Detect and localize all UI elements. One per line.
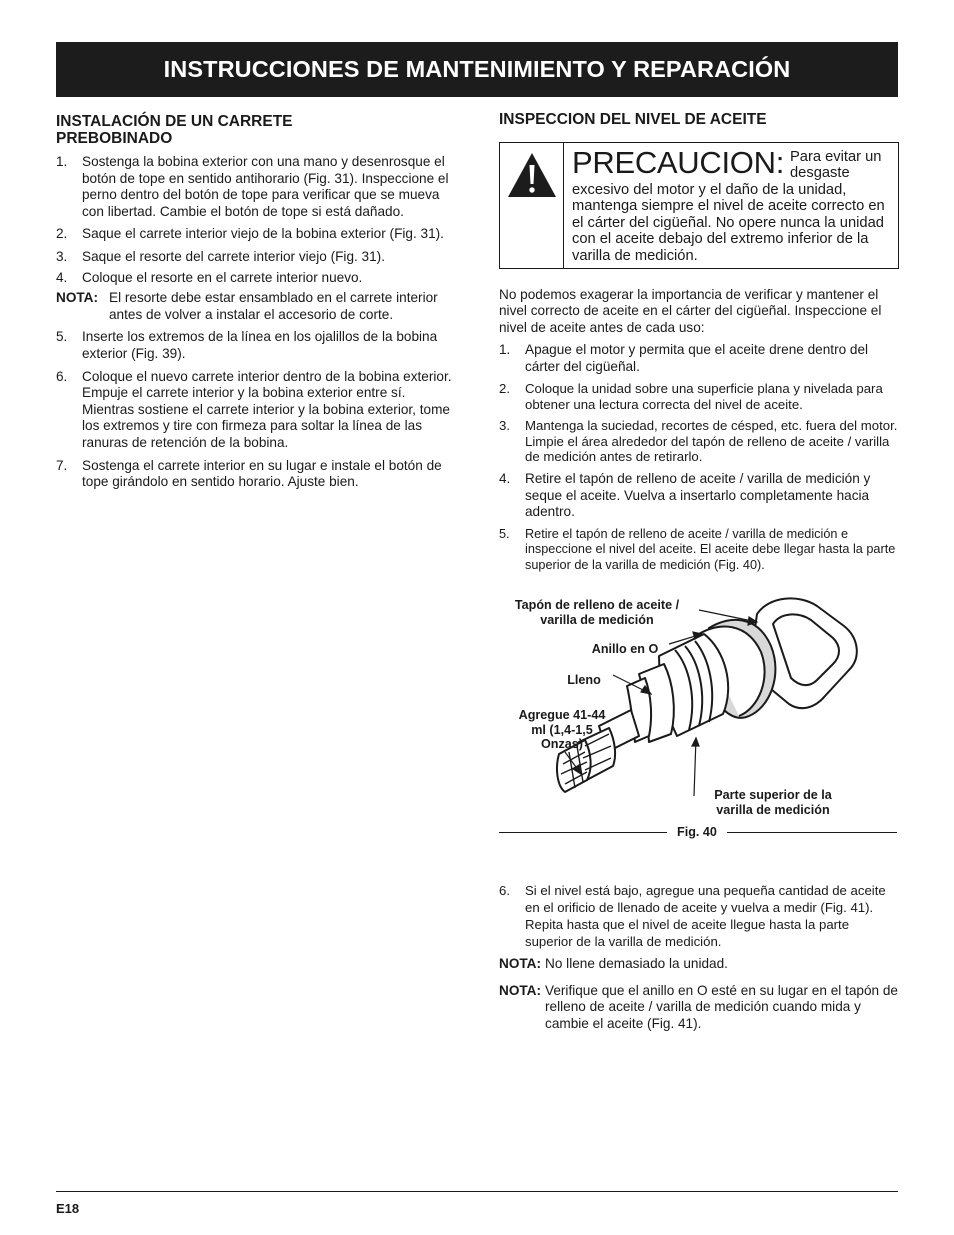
caution-box	[499, 142, 899, 269]
footer-rule	[56, 1191, 898, 1192]
caution-title: PRECAUCION:	[572, 144, 785, 180]
step-number: 1.	[499, 342, 511, 358]
list-item	[499, 342, 899, 375]
list-item	[499, 527, 899, 574]
label-oring: Anillo en O	[591, 642, 659, 657]
step-number: 5.	[499, 526, 510, 541]
step-text: Apague el motor y permita que el aceite drene dentro del cárter del cigüeñal.	[525, 342, 869, 374]
intro-text: No podemos exagerar la importancia de verificar y mantener el nivel correcto de aceite en el cárter del cigüeñal. Inspeccione el nivel de aceite antes de cada uso:	[499, 286, 882, 335]
warning-panel	[500, 143, 564, 268]
label-add: Agregue 41-44 ml (1,4-1,5 Onzas)	[518, 708, 606, 752]
list-item	[56, 270, 456, 287]
note-text: Verifique que el anillo en O esté en su lugar en el tapón de relleno de aceite / varilla de medición cuando mida y cambie el aceite (Fig. 41).	[545, 982, 898, 1032]
step-text: Mantenga la suciedad, recortes de césped, etc. fuera del motor. Limpie el área alrededor del tapón de relleno de aceite / varilla de medición antes de retirarlo.	[525, 418, 898, 465]
left-steps-list	[56, 154, 456, 286]
section-banner	[56, 42, 898, 97]
step-text: Coloque el resorte en el carrete interior nuevo.	[82, 269, 363, 285]
left-heading: INSTALACIÓN DE UN CARRETE PREBOBINADO	[56, 113, 293, 147]
step-number: 6.	[499, 883, 510, 899]
list-item	[499, 882, 899, 950]
step-text: Sostenga la bobina exterior con una mano y desenrosque el botón de tope en sentido antihorario (Fig. 31). Inspeccione el perno dentro del botón de tope para verificar que se mueva con libertad. Cambie el botón de tope si está dañado.	[82, 154, 449, 219]
note-text: El resorte debe estar ensamblado en el carrete interior antes de volver a instalar el accesorio de corte.	[109, 290, 438, 322]
step-number: 1.	[56, 154, 68, 169]
dipstick-figure	[499, 586, 899, 846]
caption-rule-right	[727, 832, 897, 833]
page-number: E18	[56, 1201, 80, 1216]
caution-text: Para evitar un desgaste excesivo del motor y el daño de la unidad, mantenga siempre el nivel de aceite correcto en el cárter del cigüeñal. No opere nunca la unidad con el aceite debajo del extremo inferior de la varilla de medición.	[572, 148, 885, 265]
list-item	[56, 369, 456, 452]
step-text: Saque el resorte del carrete interior viejo (Fig. 31).	[82, 248, 385, 264]
caption-rule-left	[499, 832, 667, 833]
step-text: Retire el tapón de relleno de aceite / varilla de medición e inspeccione el nivel del aceite. El aceite debe llegar hasta la parte superior de la varilla de medición (Fig. 40).	[525, 526, 896, 572]
step-number: 3.	[499, 418, 510, 434]
note-label: NOTA:	[499, 956, 542, 972]
label-full: Lleno	[567, 673, 601, 688]
right-steps-list	[499, 342, 899, 573]
step-number: 4.	[56, 269, 68, 285]
label-cap: Tapón de relleno de aceite / varilla de medición	[514, 598, 680, 627]
step-text: Inserte los extremos de la línea en los ojalillos de la bobina exterior (Fig. 39).	[82, 329, 438, 361]
figure-caption: Fig. 40	[677, 825, 717, 840]
list-item	[499, 381, 899, 412]
step-text: Si el nivel está bajo, agregue una pequeña cantidad de aceite en el orificio de llenado de aceite y vuelva a medir (Fig. 41). Repita hasta que el nivel de aceite llegue hasta la parte superior de la varilla de medición.	[525, 883, 886, 950]
step-number: 6.	[56, 368, 68, 384]
step-number: 5.	[56, 329, 68, 345]
list-item	[499, 418, 899, 465]
list-item	[56, 249, 456, 266]
right-heading: INSPECCION DEL NIVEL DE ACEITE	[499, 111, 767, 128]
left-column	[56, 114, 456, 497]
list-item	[56, 329, 456, 362]
step-text: Coloque el nuevo carrete interior dentro de la bobina exterior. Empuje el carrete interior y la bobina exterior entre sí. Mientras sostiene el carrete interior y la bobina exterior, tome los extremos y tire con firmeza para soltar la línea de las ranuras de retención de la bobina.	[82, 368, 452, 450]
step-number: 2.	[499, 381, 510, 397]
step-text: Retire el tapón de relleno de aceite / varilla de medición y seque el aceite. Vuelva a insertarlo completamente hacia adentro.	[525, 470, 871, 520]
left-note	[56, 290, 456, 323]
right-steps-list-2	[499, 882, 899, 950]
list-item	[56, 458, 456, 491]
step-text: Coloque la unidad sobre una superficie plana y nivelada para obtener una lectura correcta del nivel de aceite.	[525, 381, 883, 412]
label-top: Parte superior de la varilla de medición	[714, 788, 832, 817]
banner-title: INSTRUCCIONES DE MANTENIMIENTO Y REPARACIÓN	[163, 56, 791, 82]
step-number: 2.	[56, 226, 68, 242]
right-column	[499, 112, 899, 1039]
right-note-2	[499, 983, 899, 1033]
warning-triangle-icon	[506, 151, 558, 199]
note-label: NOTA:	[499, 982, 542, 998]
step-text: Sostenga el carrete interior en su lugar e instale el botón de tope girándolo en sentido horario. Ajuste bien.	[82, 457, 442, 490]
step-number: 7.	[56, 457, 68, 473]
note-label: NOTA:	[56, 290, 99, 306]
note-text: No llene demasiado la unidad.	[545, 956, 728, 972]
list-item	[56, 226, 456, 243]
step-text: Saque el carrete interior viejo de la bobina exterior (Fig. 31).	[82, 226, 444, 242]
step-number: 3.	[56, 248, 68, 264]
list-item	[56, 154, 456, 220]
list-item	[499, 471, 899, 521]
right-note-1	[499, 956, 899, 973]
left-steps-list-2	[56, 329, 456, 490]
caution-body	[572, 144, 892, 265]
step-number: 4.	[499, 470, 511, 486]
